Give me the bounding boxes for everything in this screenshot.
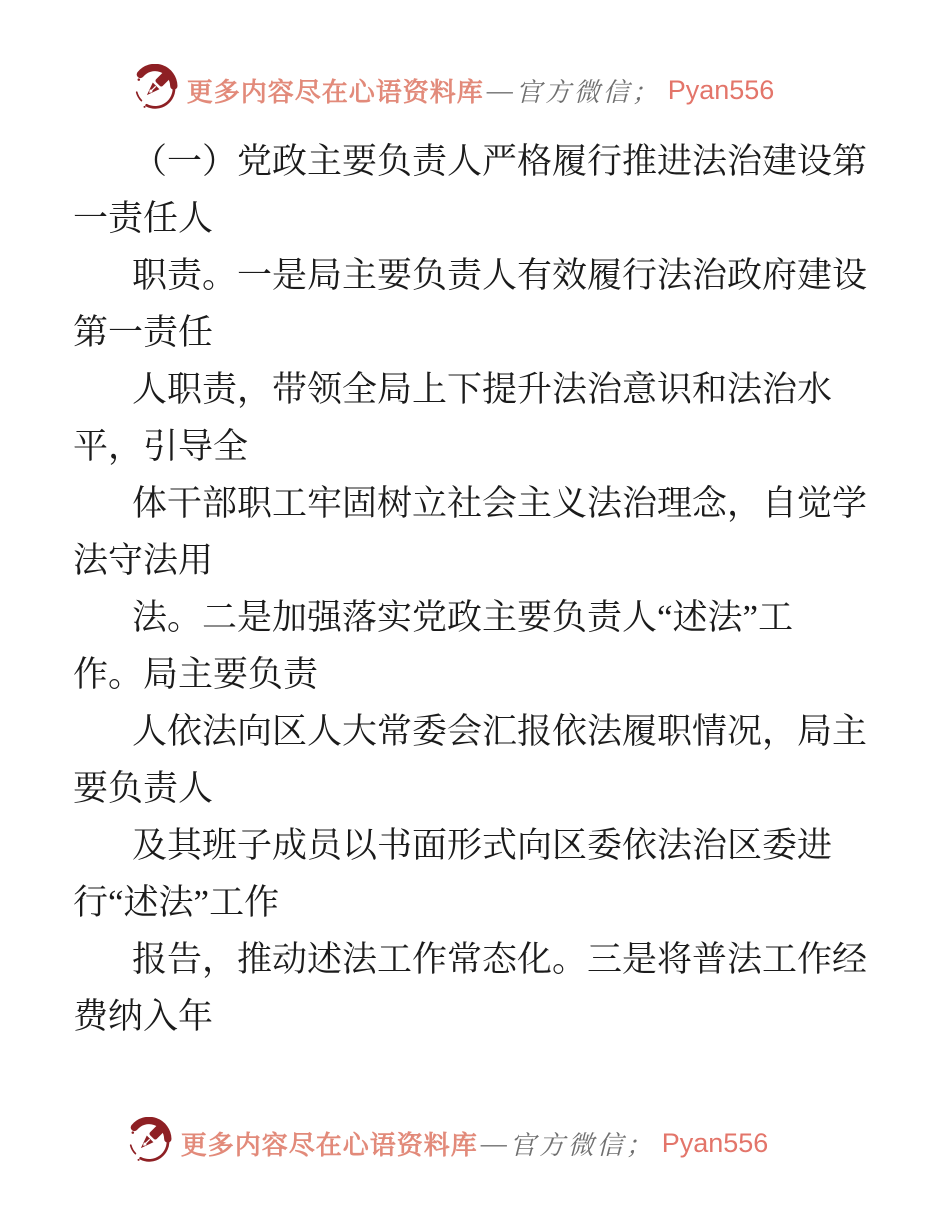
watermark-brand-text: 更多内容尽在心语资料库 [186, 78, 484, 107]
watermark-separator: — [486, 75, 513, 105]
document-body [0, 133, 950, 1045]
text-line: 人依法向区人大常委会汇报依法履职情况，局主 [132, 712, 868, 751]
text-line: （一）党政主要负责人严格履行推进法治建设第 [132, 142, 868, 181]
text-line: 一责任人 [73, 199, 214, 238]
text-line: 第一责任 [73, 313, 214, 352]
text-line: 作。局主要负责 [73, 655, 319, 694]
footer-watermark [0, 1117, 922, 1170]
text-line: 要负责人 [73, 769, 214, 808]
text-line: 职责。一是局主要负责人有效履行法治政府建设 [132, 256, 868, 295]
watermark-wechat-label: 官方微信； [515, 78, 661, 107]
text-line: 报告，推动述法工作常态化。三是将普法工作经 [132, 940, 868, 979]
watermark-wechat-id: Pyan556 [661, 1128, 769, 1158]
pen-circle-logo-icon [132, 64, 178, 117]
header-watermark [0, 0, 928, 117]
text-line: 费纳入年 [73, 997, 214, 1036]
watermark-separator: — [480, 1128, 507, 1158]
text-line: 法守法用 [73, 541, 214, 580]
text-line: 法。二是加强落实党政主要负责人“述法”工 [132, 598, 794, 637]
text-line: 行“述法”工作 [73, 883, 280, 922]
text-line: 人职责，带领全局上下提升法治意识和法治水 [132, 370, 833, 409]
text-line: 平，引导全 [73, 427, 249, 466]
pen-circle-logo-icon [126, 1117, 172, 1170]
watermark-wechat-id: Pyan556 [667, 75, 775, 105]
text-line: 及其班子成员以书面形式向区委依法治区委进 [132, 826, 833, 865]
text-line: 体干部职工牢固树立社会主义法治理念，自觉学 [132, 484, 868, 523]
watermark-brand-text: 更多内容尽在心语资料库 [180, 1131, 478, 1160]
watermark-wechat-label: 官方微信； [509, 1131, 655, 1160]
